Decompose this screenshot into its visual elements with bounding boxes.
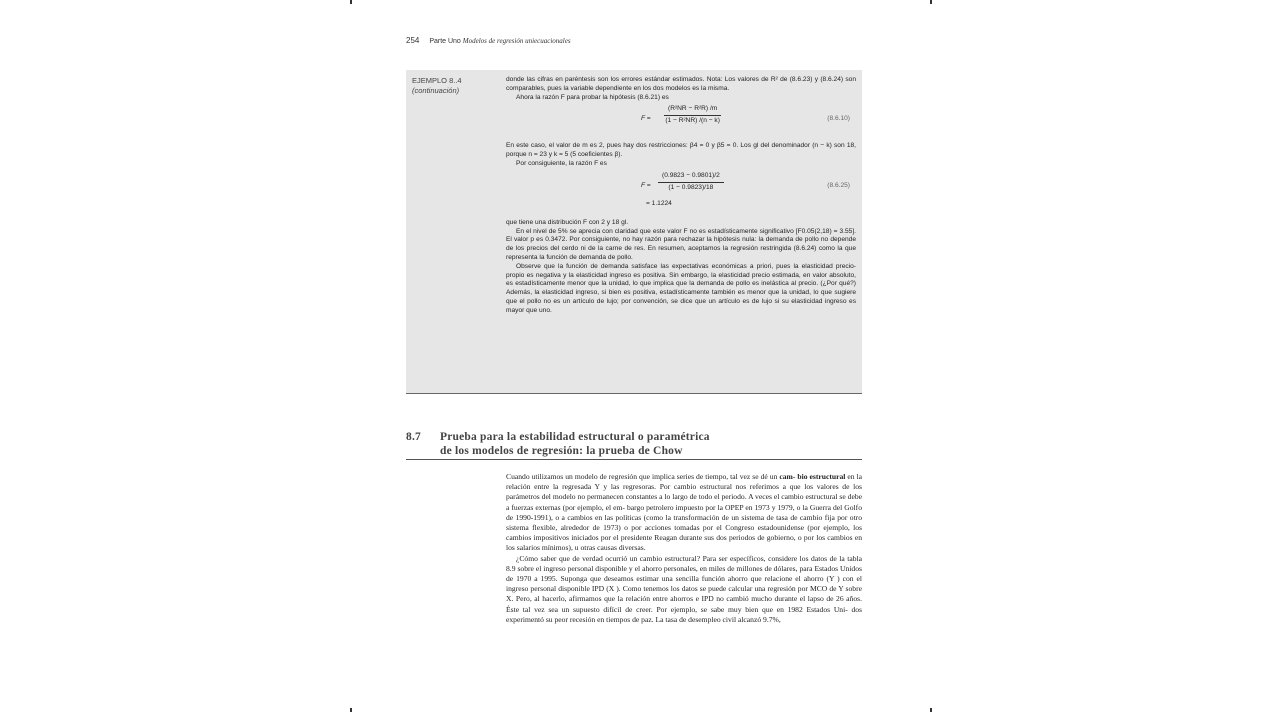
part-label: Parte Uno [429,38,461,45]
equation-denominator: (1 − R²NR) /(n − k) [665,117,720,125]
example-box [406,70,862,394]
equation-8-6-25 [506,172,856,216]
section-number: 8.7 [406,431,421,443]
equation-lhs: F = [641,181,651,189]
crop-mark-bottom-left [350,708,352,712]
example-paragraph-6: En el nivel de 5% se aprecia con claridad que este valor F no es estadísticamente significativo [F0.05(2,18) = 3.55]. El valor p es 0.3472. Por consiguiente, no hay razón para rechazar la hipótesis nula: la demanda de pollo no depende de los precios del cerdo ni de la carne de res. En resumen, aceptamos la regresión restringida (8.6.24) como la que representa la función de demanda de pollo. [506,227,856,261]
equation-number: (8.6.10) [827,115,850,123]
crop-mark-top-right [930,0,932,4]
chapter-title: Modelos de regresión uniecuacionales [462,37,571,45]
example-paragraph-2: Ahora la razón F para probar la hipótesis (8.6.21) es [516,93,669,101]
equation-number: (8.6.25) [827,181,850,189]
example-paragraph-5: que tiene una distribución F con 2 y 18 gl. [506,218,629,226]
example-paragraph-1: donde las cifras en paréntesis son los errores estándar estimados. Nota: Los valores de R² de (8.6.23) y (8.6.24) son comparables, pues la variable dependiente en los dos modelos es la misma. [506,76,856,92]
body-paragraph-2: ¿Cómo saber que de verdad ocurrió un cambio estructural? Para ser específicos, considere los datos de la tabla 8.9 sobre el ingreso personal disponible y el ahorro personales, en miles de millones de dólares, para Estados Unidos de 1970 a 1995. Suponga que deseamos estimar una sencilla función ahorro que relacione el ahorro (Y ) con el ingreso personal disponible IPD (X ). Como tenemos los datos se puede calcular una regresión por MCO de Y sobre X. Pero, al hacerlo, afirmamos que la relación entre ahorros e IPD no cambió mucho durante el lapso de 26 años. Éste tal vez sea un supuesto difícil de creer. Por ejemplo, se sabe muy bien que en 1982 Estados Uni- dos experimentó su peor recesión en tiempos de paz. La tasa de desempleo civil alcanzó 9.7%, [506,553,862,624]
body-paragraph-1 [506,472,862,554]
section-title-line-1: Prueba para la estabilidad estructural o paramétrica [440,431,710,443]
body-bold-term: cam- bio estructural [779,472,846,481]
equation-numerator: (R²NR − R²R) /m [664,105,721,116]
equation-result: = 1.1224 [646,199,672,207]
equation-fraction [664,105,721,126]
crop-mark-bottom-right [930,708,932,712]
example-label: EJEMPLO 8..4 [412,76,462,85]
section-heading [406,430,862,460]
body-text: Cuando utilizamos un modelo de regresión que implica series de tiempo, tal vez se dé un [506,472,780,481]
main-text [506,472,862,625]
running-header [406,36,571,45]
equation-lhs: F = [641,115,651,123]
example-continuation: (continuación) [412,86,460,95]
equation-numerator: (0.9823 − 0.9801)/2 [658,172,724,183]
equation-8-6-10 [506,105,856,139]
example-paragraph-4: Por consiguiente, la razón F es [516,159,607,167]
example-paragraph-7: Observe que la función de demanda satisface las expectativas económicas a priori, pues la elasticidad precio-propio es negativa y la elasticidad ingreso es positiva. Sin embargo, la elasticidad precio estimada, en valor absoluto, es estadísticamente menor que la unidad, lo que implica que la demanda de pollo es inelástica al precio. (¿Por qué?) Además, la elasticidad ingreso, si bien es positiva, estadísticamente también es menor que la unidad, lo que sugiere que el pollo no es un artículo de lujo; por convención, se dice que un artículo es de lujo si su elasticidad ingreso es mayor que uno. [506,262,856,314]
page-number: 254 [406,36,420,45]
crop-mark-top-left [350,0,352,4]
example-body [506,76,856,316]
example-paragraph-3: En este caso, el valor de m es 2, pues hay dos restricciones: β4 = 0 y β5 = 0. Los gl del denominador (n − k) son 18, porque n = 23 y k = 5 (5 coeficientes β). [506,142,856,159]
example-label-block [412,76,462,96]
section-title-line-2: de los modelos de regresión: la prueba de Chow [406,444,862,460]
equation-denominator: (1 − 0.9823)/18 [668,183,714,191]
body-text: en la relación entre la regresada Y y las regresoras. Por cambio estructural nos referimos a que los valores de los parámetros del modelo no permanecen constantes a lo largo de todo el periodo. A veces el cambio estructural se debe a fuerzas externas (por ejemplo, el em- bargo petrolero impuesto por la OPEP en 1973 y 1979, o la Guerra del Golfo de 1990-1991), o a cambios en las políticas (como la transformación de un sistema de tasa de cambio fija por otro sistema flexible, alrededor de 1973) o por acciones tomadas por el Congreso estadounidense (por ejemplo, los cambios impositivos iniciados por el presidente Reagan durante sus dos periodos de gobierno, o por los cambios en los salarios mínimos), u otras causas diversas. [506,472,863,553]
equation-fraction [658,172,724,193]
